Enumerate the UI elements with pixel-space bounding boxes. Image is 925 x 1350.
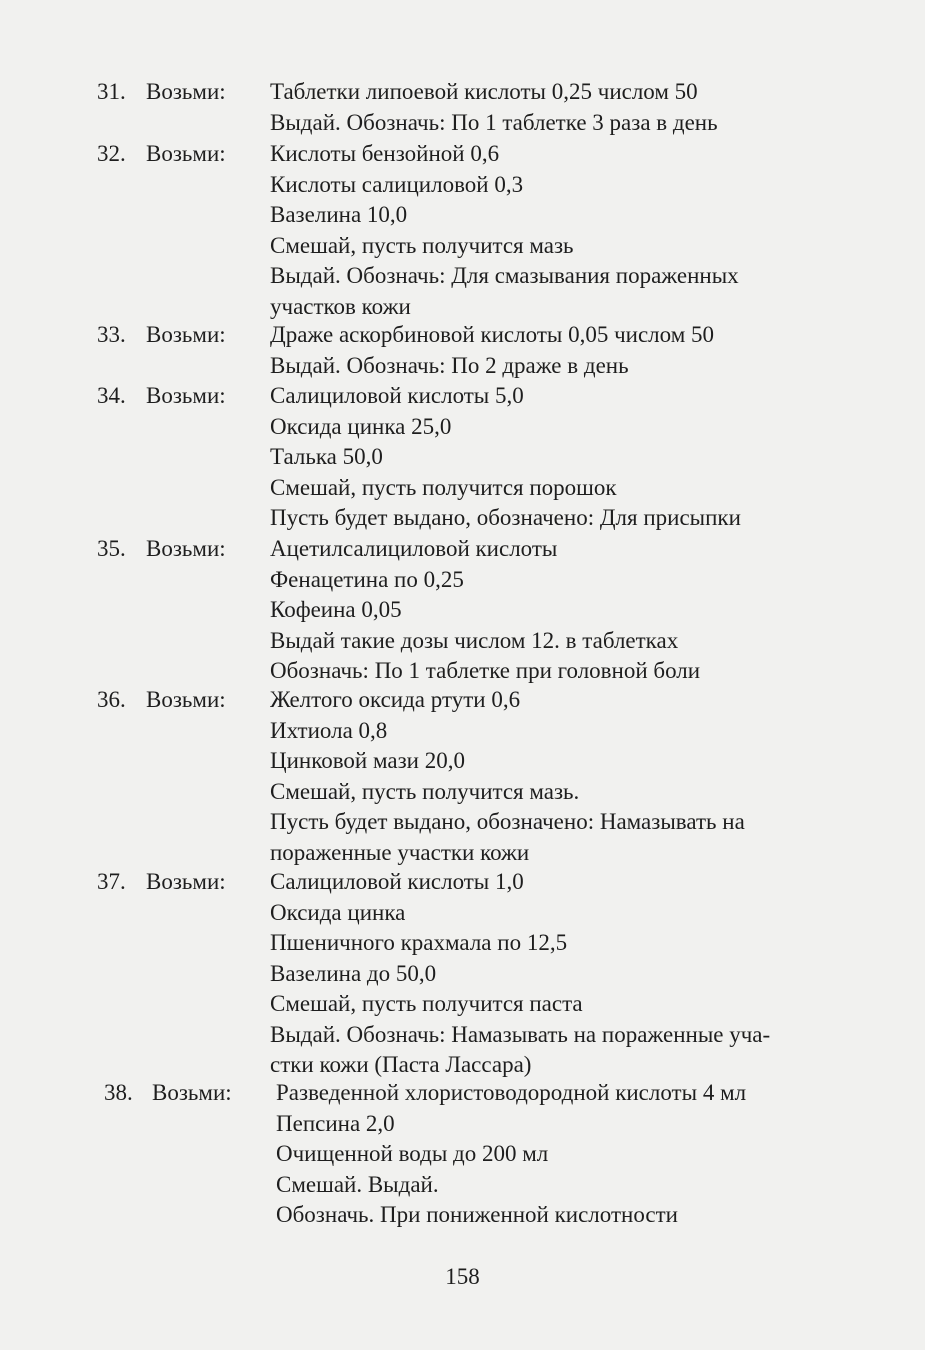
recipe-lines <box>270 320 870 381</box>
recipe-keyword: Возьми: <box>146 536 226 561</box>
recipe-line: Выдай. Обозначь: Для смазывания пораженных <box>270 263 739 288</box>
recipe-line: Желтого оксида ртути 0,6 <box>270 687 521 712</box>
recipe-line: Обозначь. При пониженной кислотности <box>276 1202 678 1227</box>
recipe-keyword: Возьми: <box>146 141 226 166</box>
recipe-line: Вазелина до 50,0 <box>270 960 437 986</box>
recipe-keyword: Возьми: <box>146 869 226 894</box>
recipe-line: участков кожи <box>270 293 411 319</box>
recipe-keyword: Возьми: <box>146 687 226 712</box>
recipe-line: Вазелина 10,0 <box>270 202 408 227</box>
recipe-line: стки кожи (Паста Лассара) <box>270 1052 532 1077</box>
recipe-line: Драже аскорбиновой кислоты 0,05 числом 50 <box>270 322 714 347</box>
recipe-keyword: Возьми: <box>146 383 226 408</box>
recipe-number: 37. <box>97 869 126 894</box>
recipe-line: Пшеничного крахмала по 12,5 <box>270 930 568 955</box>
recipe-line: Салициловой кислоты 1,0 <box>270 869 524 894</box>
recipe-line: Обозначь: По 1 таблетке при головной боли <box>270 658 701 683</box>
recipe-keyword: Возьми: <box>146 79 226 104</box>
recipe-line: Кислоты салициловой 0,3 <box>270 171 524 197</box>
recipe-lines <box>270 139 870 322</box>
recipe-keyword: Возьми: <box>146 322 226 347</box>
recipe-number: 33. <box>97 322 126 347</box>
recipe-lines <box>270 685 870 868</box>
recipe-line: Смешай, пусть получится мазь <box>270 232 574 258</box>
recipe-line: Пепсина 2,0 <box>276 1110 395 1136</box>
recipe-line: Пусть будет выдано, обозначено: Для присыпки <box>270 505 741 530</box>
recipe-keyword: Возьми: <box>152 1080 232 1105</box>
recipe-line: Кофеина 0,05 <box>270 597 402 622</box>
recipe-line: Ацетилсалициловой кислоты <box>270 536 558 561</box>
recipe-line: Кислоты бензойной 0,6 <box>270 141 500 166</box>
recipe-line: Выдай. Обозначь: По 2 драже в день <box>270 352 629 378</box>
recipe-line: Оксида цинка <box>270 899 406 925</box>
recipe-line: пораженные участки кожи <box>270 839 530 865</box>
recipe-number: 38. <box>104 1080 133 1105</box>
recipe-line: Фенацетина по 0,25 <box>270 566 464 592</box>
recipe-line: Разведенной хлористоводородной кислоты 4 мл <box>276 1080 747 1105</box>
recipe-number: 34. <box>97 383 126 408</box>
recipe-line: Пусть будет выдано, обозначено: Намазывать на <box>270 809 745 834</box>
recipe-line: Ихтиола 0,8 <box>270 717 388 743</box>
recipe-lines <box>276 1078 876 1231</box>
recipe-lines <box>270 381 870 534</box>
recipe-line: Очищенной воды до 200 мл <box>276 1141 549 1166</box>
recipe-line: Выдай. Обозначь: Намазывать на пораженные уча- <box>270 1021 771 1047</box>
recipe-line: Смешай, пусть получится мазь. <box>270 778 580 804</box>
recipe-line: Выдай такие дозы числом 12. в таблетках <box>270 627 679 653</box>
recipe-lines <box>270 534 870 687</box>
recipe-number: 31. <box>97 79 126 104</box>
recipe-line: Талька 50,0 <box>270 444 383 469</box>
page-number: 158 <box>445 1264 480 1289</box>
recipe-line: Таблетки липоевой кислоты 0,25 числом 50 <box>270 79 698 104</box>
recipe-number: 32. <box>97 141 126 166</box>
recipe-line: Салициловой кислоты 5,0 <box>270 383 524 408</box>
recipe-line: Выдай. Обозначь: По 1 таблетке 3 раза в день <box>270 109 718 135</box>
recipe-line: Смешай, пусть получится порошок <box>270 474 617 500</box>
recipe-line: Цинковой мази 20,0 <box>270 748 465 773</box>
recipe-lines <box>270 867 870 1081</box>
recipe-number: 36. <box>97 687 126 712</box>
recipe-lines <box>270 77 870 138</box>
recipe-number: 35. <box>97 536 126 561</box>
recipe-line: Оксида цинка 25,0 <box>270 413 452 439</box>
recipe-line: Смешай, пусть получится паста <box>270 991 583 1016</box>
recipe-line: Смешай. Выдай. <box>276 1171 439 1197</box>
